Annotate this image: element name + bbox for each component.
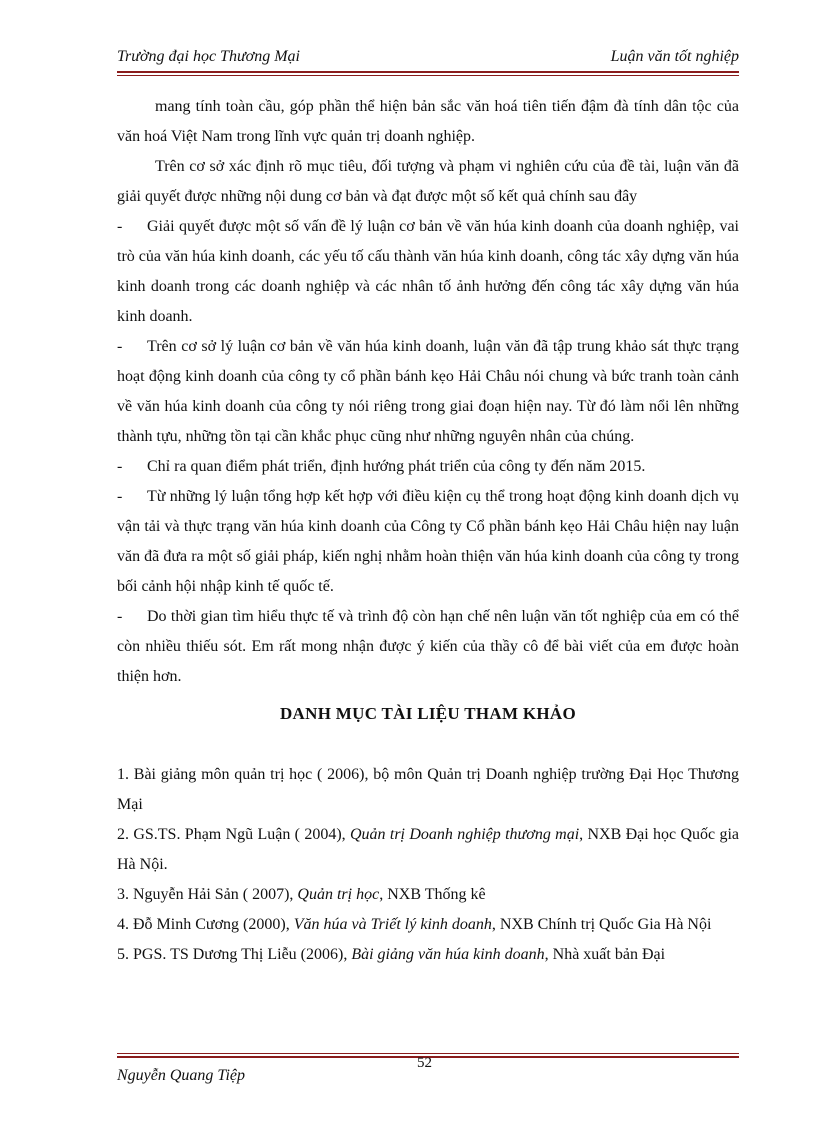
page-number: 52 (417, 1055, 432, 1071)
ref-2-post: , NXB Đại học Quốc gia Hà Nội. (117, 826, 740, 873)
ref-4-post: , NXB Chính trị Quốc Gia Hà Nội (491, 916, 712, 933)
bullet-item-1 (117, 212, 739, 332)
ref-2-title: Quản trị Doanh nghiệp thương mại (350, 826, 580, 843)
ref-4-pre: 4. Đỗ Minh Cương (2000), (117, 916, 294, 933)
footer-author: Nguyễn Quang Tiệp (117, 1067, 245, 1084)
bullet-mark: - (117, 488, 123, 505)
bullet-mark: - (117, 338, 123, 355)
footer-rule-thin (117, 1053, 739, 1054)
bullet-mark: - (117, 608, 123, 625)
references-heading: DANH MỤC TÀI LIỆU THAM KHẢO (279, 704, 577, 723)
bullet-mark: - (117, 458, 123, 475)
bullet-text: Từ những lý luận tổng hợp kết hợp với điều kiện cụ thể trong hoạt động kinh doanh dịch vụ vận tải và thực trạng văn húa kinh doanh của Công ty Cổ phần bánh kẹo Hải Châu hiện nay luận văn đã đưa ra một số giải pháp, kiến nghị nhằm hoàn thiện văn húa kinh doanh của công ty trong bối cảnh hội nhập kinh tế quốc tế. (117, 488, 739, 595)
paragraph-2: Trên cơ sở xác định rõ mục tiêu, đối tượng và phạm vi nghiên cứu của đề tài, luận văn đã giải quyết được những nội dung cơ bản và đạt được một số kết quả chính sau đây (117, 158, 739, 205)
ref-2-pre: 2. GS.TS. Phạm Ngũ Luận ( 2004), (117, 826, 350, 843)
bullet-text: Giải quyết được một số vấn đề lý luận cơ bản về văn húa kinh doanh của doanh nghiệp, vai trò của văn húa kinh doanh, các yếu tố cấu thành văn húa kinh doanh, công tác xây dựng văn húa kinh doanh trong các doanh nghiệp và các nhân tố ảnh hưởng đến công tác xây dựng văn húa kinh doanh. (117, 218, 739, 325)
reference-item-5 (117, 940, 739, 970)
ref-1-text: 1. Bài giảng môn quản trị học ( 2006), bộ môn Quản trị Doanh nghiệp trường Đại Học Thương Mại (117, 766, 739, 813)
bullet-text: Trên cơ sở lý luận cơ bản về văn húa kinh doanh, luận văn đã tập trung khảo sát thực trạng hoạt động kinh doanh của công ty cổ phần bánh kẹo Hải Châu nói chung và bức tranh toàn cảnh về văn húa kinh doanh của công ty nói riêng trong giai đoạn hiện nay. Từ đó làm nổi lên những thành tựu, những tồn tại cần khắc phục cũng như những nguyên nhân của chúng. (117, 338, 739, 445)
ref-3-post: , NXB Thống kê (379, 886, 486, 903)
page-footer (117, 1055, 739, 1085)
ref-5-title: Bài giảng văn húa kinh doanh (351, 946, 545, 963)
header-rule-thick (117, 71, 739, 73)
header-doc-type: Luận văn tốt nghiệp (610, 48, 739, 65)
ref-3-title: Quản trị học (297, 886, 380, 903)
header-school: Trường đại học Thương Mại (117, 48, 300, 65)
page-content (117, 92, 739, 970)
header-rule-thin (117, 75, 739, 76)
reference-item-4 (117, 910, 739, 940)
bullet-item-3 (117, 452, 739, 482)
ref-4-title: Văn húa và Triết lý kinh doanh (293, 916, 492, 933)
bullet-item-4 (117, 482, 739, 602)
bullet-item-5 (117, 602, 739, 692)
reference-item-1 (117, 760, 739, 820)
reference-item-3 (117, 880, 739, 910)
bullet-item-2 (117, 332, 739, 452)
page-header (117, 46, 739, 70)
paragraph-1: mang tính toàn cầu, góp phần thể hiện bản sắc văn hoá tiên tiến đậm đà tính dân tộc của văn hoá Việt Nam trong lĩnh vực quản trị doanh nghiệp. (117, 98, 739, 145)
reference-item-2 (117, 820, 739, 880)
ref-3-pre: 3. Nguyễn Hải Sản ( 2007), (117, 886, 298, 903)
bullet-text: Chỉ ra quan điểm phát triển, định hướng phát triển của công ty đến năm 2015. (147, 458, 646, 475)
bullet-mark: - (117, 218, 123, 235)
bullet-text: Do thời gian tìm hiểu thực tế và trình độ còn hạn chế nên luận văn tốt nghiệp của em có thể còn nhiều thiếu sót. Em rất mong nhận được ý kiến của thầy cô để bài viết của em được hoàn thiện hơn. (117, 608, 739, 685)
ref-5-pre: 5. PGS. TS Dương Thị Liễu (2006), (117, 946, 352, 963)
ref-5-post: , Nhà xuất bản Đại (544, 946, 666, 963)
